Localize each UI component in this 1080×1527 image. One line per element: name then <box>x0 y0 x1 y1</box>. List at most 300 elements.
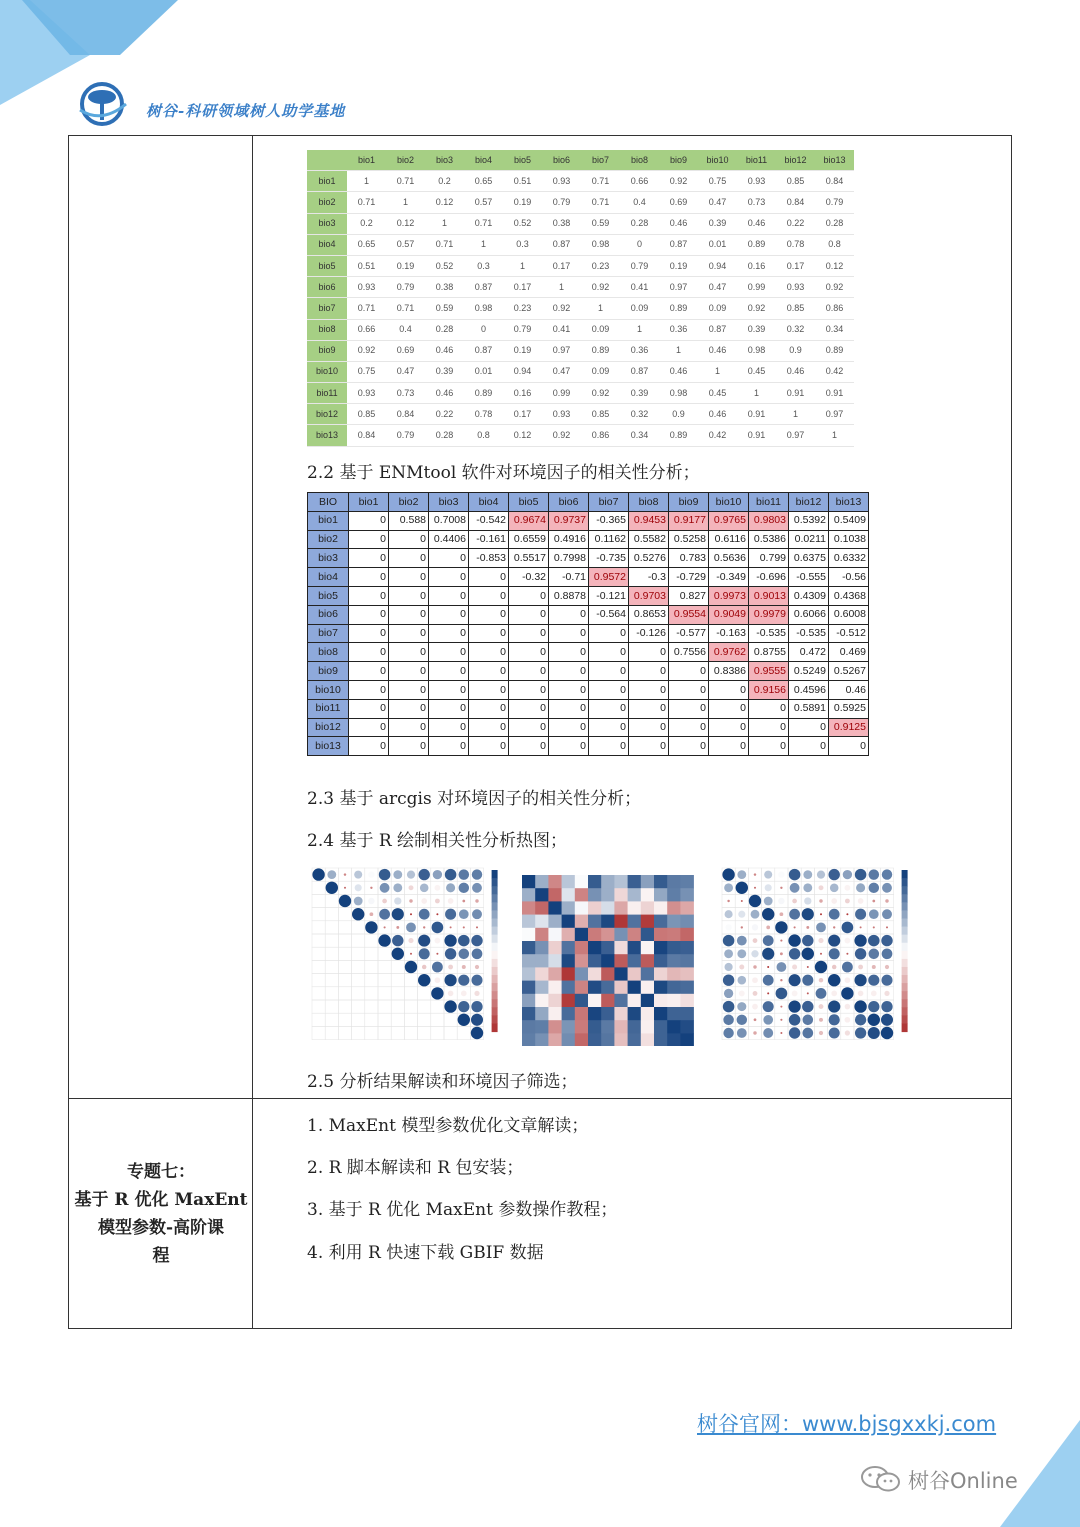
heat-cell <box>562 981 576 995</box>
heat-cell <box>575 981 589 995</box>
matrix-cell: 0.97 <box>659 277 698 298</box>
correlation-dot <box>806 926 809 929</box>
matrix-cell: 0.92 <box>542 298 581 319</box>
correlation-dot <box>869 883 879 893</box>
heat-cell <box>601 1033 615 1046</box>
heat-cell <box>575 941 589 955</box>
column-header: bio8 <box>629 493 669 512</box>
heat-cell <box>680 875 694 889</box>
matrix-cell: 0 <box>509 662 549 681</box>
legend-swatch <box>902 991 908 1000</box>
matrix-cell: 0 <box>429 699 469 718</box>
correlation-dot <box>882 883 892 893</box>
correlation-dot <box>858 991 864 997</box>
matrix-cell: 0 <box>549 718 589 737</box>
heat-cell <box>667 1033 681 1046</box>
heat-cell <box>522 1033 536 1046</box>
matrix-cell: 0.85 <box>581 404 620 425</box>
matrix-header-row <box>307 150 854 171</box>
correlation-dot <box>855 974 867 986</box>
heat-cell <box>614 928 628 942</box>
correlation-dot <box>458 1014 470 1026</box>
matrix-cell: 0.39 <box>737 319 776 340</box>
matrix-cell: 0 <box>549 605 589 624</box>
matrix-cell: 0.9 <box>776 340 815 361</box>
matrix-cell: 0.46 <box>737 213 776 234</box>
heat-cell <box>667 915 681 929</box>
matrix-cell: 0.34 <box>815 319 854 340</box>
matrix-cell: 0 <box>589 718 629 737</box>
matrix-cell: 0.2 <box>347 213 386 234</box>
heat-cell <box>641 888 655 902</box>
matrix-cell: 0.3 <box>503 234 542 255</box>
matrix-cell: 0.9453 <box>629 511 669 530</box>
correlation-dot <box>803 870 812 879</box>
heat-cell <box>522 941 536 955</box>
matrix-cell: 0.9703 <box>629 586 669 605</box>
matrix-row <box>307 340 854 361</box>
tree-globe-icon <box>78 80 130 128</box>
correlation-dot <box>778 871 784 877</box>
column-header: bio1 <box>349 493 389 512</box>
matrix-cell: 0.89 <box>581 340 620 361</box>
correlation-dot <box>881 1014 893 1026</box>
section-2-3-heading: 2.3 基于 arcgis 对环境因子的相关性分析； <box>307 789 642 809</box>
heat-cell <box>667 1020 681 1033</box>
matrix-cell: 0 <box>389 699 429 718</box>
heat-cell <box>628 888 642 902</box>
heat-cell <box>548 888 562 902</box>
correlation-dot <box>368 871 374 877</box>
correlation-dot <box>792 899 797 904</box>
heat-cell <box>628 875 642 889</box>
legend-swatch <box>492 878 498 887</box>
matrix-cell: 0 <box>709 699 749 718</box>
correlation-dot <box>819 899 822 902</box>
topic-7-line-1: 专题七： <box>127 1162 195 1182</box>
correlation-dot <box>829 909 840 920</box>
correlation-dot <box>788 1000 800 1012</box>
legend-swatch <box>902 959 908 968</box>
matrix-cell: -0.542 <box>469 511 509 530</box>
matrix-cell: 0.39 <box>698 213 737 234</box>
matrix-cell: 0.79 <box>620 255 659 276</box>
matrix-cell: 0.87 <box>464 340 503 361</box>
matrix-cell: 0 <box>389 643 429 662</box>
matrix-cell: 0.71 <box>386 298 425 319</box>
correlation-dot <box>780 952 783 955</box>
heat-cell <box>628 1007 642 1021</box>
topic-7-line-3: 模型参数-高阶课 <box>97 1218 225 1238</box>
matrix-cell: 0 <box>469 699 509 718</box>
column-header: BIO <box>308 493 349 512</box>
correlation-dot <box>475 899 478 902</box>
correlation-dot <box>819 978 823 982</box>
row-header: bio11 <box>307 383 347 404</box>
row-header: bio7 <box>307 298 347 319</box>
matrix-cell: 0.12 <box>425 192 464 213</box>
correlation-dot <box>846 953 848 955</box>
correlation-dot <box>871 991 877 997</box>
correlation-dot <box>471 975 482 986</box>
matrix-cell: 0.93 <box>542 171 581 192</box>
correlation-dot <box>405 961 417 973</box>
matrix-cell: 0 <box>549 737 589 756</box>
row-header: bio11 <box>308 699 349 718</box>
matrix-cell: 0 <box>829 737 869 756</box>
matrix-cell: 0.71 <box>581 171 620 192</box>
matrix-cell: 0.4916 <box>549 530 589 549</box>
matrix-cell: 0 <box>549 680 589 699</box>
heat-cell <box>654 1033 668 1046</box>
matrix-cell: 0.75 <box>347 361 386 382</box>
heat-cell <box>601 967 615 981</box>
matrix-row <box>308 699 869 718</box>
heat-cell <box>522 1007 536 1021</box>
correlation-dot <box>409 899 412 902</box>
heat-cell <box>535 1007 549 1021</box>
matrix-cell: 0.97 <box>542 340 581 361</box>
matrix-cell: 0.65 <box>347 234 386 255</box>
matrix-cell: -0.735 <box>589 549 629 568</box>
correlation-dot <box>885 899 888 902</box>
topic-7-line-2: 基于 R 优化 MaxEnt <box>74 1190 248 1210</box>
heat-cell <box>575 1007 589 1021</box>
topic-7-label <box>70 1158 252 1270</box>
column-header: bio12 <box>776 150 815 171</box>
matrix-cell: 0.46 <box>829 680 869 699</box>
heat-cell <box>548 928 562 942</box>
column-header: bio6 <box>549 493 589 512</box>
legend-swatch <box>492 951 498 960</box>
correlation-dot <box>462 900 465 903</box>
matrix-cell: 0 <box>389 586 429 605</box>
heat-cell <box>588 875 602 889</box>
row-header: bio9 <box>307 340 347 361</box>
heat-cell <box>641 1033 655 1046</box>
correlation-dot <box>754 1018 757 1021</box>
correlation-dot <box>752 924 758 930</box>
matrix-cell: 0 <box>549 624 589 643</box>
correlation-dot <box>472 883 482 893</box>
correlation-dot <box>882 869 892 879</box>
matrix-cell: 0.827 <box>669 586 709 605</box>
heat-cell <box>628 994 642 1008</box>
legend-swatch <box>492 967 498 976</box>
matrix-cell: 0.91 <box>737 404 776 425</box>
heat-cell <box>680 888 694 902</box>
correlation-dot <box>886 926 888 928</box>
matrix-cell: 0.52 <box>425 255 464 276</box>
matrix-cell: 0.92 <box>347 340 386 361</box>
matrix-cell: 0 <box>749 699 789 718</box>
heat-cell <box>522 967 536 981</box>
matrix-row <box>308 568 869 587</box>
correlation-dot <box>819 1031 823 1035</box>
correlation-dot <box>790 883 800 893</box>
matrix-cell: 0 <box>389 549 429 568</box>
matrix-cell: 0.45 <box>737 361 776 382</box>
matrix-row <box>308 586 869 605</box>
correlation-dot <box>855 1027 866 1038</box>
row-header: bio2 <box>307 192 347 213</box>
matrix-cell: 0.86 <box>815 298 854 319</box>
matrix-cell: 0.01 <box>464 361 503 382</box>
matrix-cell: 0.46 <box>698 340 737 361</box>
matrix-cell: 1 <box>464 234 503 255</box>
website-link[interactable]: 树谷官网：www.bjsgxxkj.com <box>697 1412 997 1436</box>
matrix-cell: 0.1038 <box>829 530 869 549</box>
heat-cell <box>535 888 549 902</box>
matrix-cell: 0.59 <box>425 298 464 319</box>
matrix-cell: 0.7556 <box>669 643 709 662</box>
matrix-cell: 0.4 <box>386 319 425 340</box>
heat-cell <box>680 941 694 955</box>
correlation-dot <box>846 913 848 915</box>
matrix-cell: 0 <box>349 643 389 662</box>
matrix-row <box>307 277 854 298</box>
legend-swatch <box>902 918 908 927</box>
matrix-cell: 0.71 <box>581 192 620 213</box>
heat-cell <box>614 1007 628 1021</box>
legend-swatch <box>492 1024 498 1033</box>
correlation-dot <box>819 1004 824 1009</box>
row-header: bio13 <box>308 737 349 756</box>
legend-swatch <box>902 983 908 992</box>
correlation-dot <box>869 909 879 919</box>
table-row-divider <box>68 1098 1012 1099</box>
heat-cell <box>628 1033 642 1046</box>
matrix-cell: 0.32 <box>776 319 815 340</box>
matrix-cell: 0 <box>669 718 709 737</box>
correlation-dot <box>379 869 391 881</box>
correlation-dot <box>380 883 390 893</box>
heat-cell <box>588 888 602 902</box>
matrix-cell: 0.17 <box>542 255 581 276</box>
correlation-dot <box>802 948 814 960</box>
heat-cell <box>548 875 562 889</box>
matrix-cell: -0.365 <box>589 511 629 530</box>
legend-swatch <box>902 1015 908 1024</box>
matrix-cell: 0.98 <box>659 383 698 404</box>
heat-cell <box>654 901 668 915</box>
heat-cell <box>562 1033 576 1046</box>
matrix-cell: 0.9803 <box>749 511 789 530</box>
matrix-cell: 0 <box>589 662 629 681</box>
heat-cell <box>562 967 576 981</box>
correlation-dot <box>854 934 866 946</box>
column-header: bio7 <box>581 150 620 171</box>
correlation-dot <box>382 899 387 904</box>
correlation-dot <box>753 1031 756 1034</box>
matrix-row <box>307 319 854 340</box>
correlation-dot <box>445 869 457 881</box>
matrix-row <box>307 234 854 255</box>
matrix-cell: 0 <box>429 662 469 681</box>
heat-cell <box>575 954 589 968</box>
matrix-cell: 0.84 <box>347 425 386 446</box>
correlation-dot <box>807 966 809 968</box>
matrix-cell: 0.8386 <box>709 662 749 681</box>
heat-cell <box>601 954 615 968</box>
correlation-dot <box>882 948 893 959</box>
matrix-cell: 0.5891 <box>789 699 829 718</box>
matrix-cell: 0 <box>549 643 589 662</box>
correlation-dot <box>829 1027 840 1038</box>
matrix-cell: 0 <box>509 699 549 718</box>
wechat-icon <box>860 1465 902 1493</box>
matrix-cell: 0.8653 <box>629 605 669 624</box>
matrix-cell: 0.9762 <box>709 643 749 662</box>
correlation-dot <box>418 935 430 947</box>
heat-cell <box>654 875 668 889</box>
correlation-dot <box>418 869 429 880</box>
matrix-cell: 0.16 <box>737 255 776 276</box>
heat-cell <box>614 1020 628 1033</box>
matrix-cell: 0 <box>469 718 509 737</box>
matrix-cell: 0.19 <box>659 255 698 276</box>
column-header: bio9 <box>669 493 709 512</box>
matrix-cell: 0.69 <box>659 192 698 213</box>
correlation-dot <box>819 885 824 890</box>
heat-cell <box>588 1007 602 1021</box>
heat-cell <box>614 981 628 995</box>
matrix-cell: 0.71 <box>347 298 386 319</box>
correlation-dot <box>738 976 747 985</box>
correlation-dot <box>458 935 470 947</box>
matrix-cell: 0 <box>389 718 429 737</box>
matrix-cell: 0.23 <box>581 255 620 276</box>
correlation-dot <box>736 882 748 894</box>
heat-cell <box>522 888 536 902</box>
correlation-dot <box>780 940 782 942</box>
heat-cell <box>628 1020 642 1033</box>
matrix-cell: 0 <box>509 643 549 662</box>
matrix-cell: 0.9 <box>659 404 698 425</box>
correlation-dot <box>802 1001 813 1012</box>
matrix-cell: 0.87 <box>542 234 581 255</box>
matrix-cell: 0 <box>429 737 469 756</box>
legend-swatch <box>492 870 498 879</box>
matrix-cell: 0.9765 <box>709 511 749 530</box>
legend-swatch <box>902 967 908 976</box>
correlation-dot <box>737 936 747 946</box>
legend-swatch <box>492 894 498 903</box>
correlation-dot <box>792 964 797 969</box>
row-header: bio7 <box>308 624 349 643</box>
correlation-dot <box>737 1015 747 1025</box>
correlation-dot <box>855 869 867 881</box>
heat-cell <box>628 941 642 955</box>
heat-cell <box>588 901 602 915</box>
correlation-dot <box>737 870 746 879</box>
matrix-cell: 0.1162 <box>589 530 629 549</box>
column-header: bio2 <box>386 150 425 171</box>
matrix-cell: 0.9125 <box>829 718 869 737</box>
correlation-dot <box>767 992 769 994</box>
heat-cell <box>654 967 668 981</box>
correlation-dot <box>780 1006 782 1008</box>
matrix-cell: 0 <box>389 568 429 587</box>
correlation-dot <box>448 991 454 997</box>
heat-cell <box>641 901 655 915</box>
matrix-cell: 0.89 <box>737 234 776 255</box>
matrix-cell: 0.47 <box>386 361 425 382</box>
matrix-cell: -0.512 <box>829 624 869 643</box>
correlation-dot <box>819 1018 823 1022</box>
matrix-cell: 0.85 <box>776 171 815 192</box>
correlation-dot <box>831 898 837 904</box>
matrix-cell: 0 <box>789 737 829 756</box>
row-header: bio8 <box>307 319 347 340</box>
correlation-dot <box>881 975 892 986</box>
matrix-cell: 0.98 <box>581 234 620 255</box>
correlation-dot <box>762 908 774 920</box>
matrix-cell: -0.696 <box>749 568 789 587</box>
heat-cell <box>588 981 602 995</box>
correlation-dot <box>780 912 784 916</box>
correlation-dot <box>384 926 386 928</box>
matrix-cell: 0.23 <box>503 298 542 319</box>
matrix-cell: 0 <box>549 662 589 681</box>
correlation-dot <box>832 965 836 969</box>
legend-swatch <box>902 1024 908 1033</box>
heat-cell <box>548 967 562 981</box>
heat-cell <box>562 1007 576 1021</box>
matrix-cell: 0 <box>349 586 389 605</box>
correlation-dot <box>794 926 796 928</box>
matrix-cell: 0.5276 <box>629 549 669 568</box>
matrix-cell: 0.85 <box>776 298 815 319</box>
matrix-cell: 0.12 <box>386 213 425 234</box>
matrix-row <box>308 718 869 737</box>
matrix-cell: 0.5409 <box>829 511 869 530</box>
correlation-dot <box>422 965 426 969</box>
heat-cell <box>535 928 549 942</box>
matrix-cell: 0 <box>620 234 659 255</box>
legend-swatch <box>492 935 498 944</box>
matrix-cell: 0.94 <box>503 361 542 382</box>
heat-cell <box>575 1033 589 1046</box>
matrix-cell: 0 <box>389 662 429 681</box>
matrix-cell: 0.39 <box>620 383 659 404</box>
matrix-cell: 0.6116 <box>709 530 749 549</box>
matrix-cell: 0.9973 <box>709 586 749 605</box>
column-header: bio7 <box>589 493 629 512</box>
matrix-cell: 0.42 <box>698 425 737 446</box>
correlation-dot <box>788 934 800 946</box>
matrix-cell: 0.97 <box>776 425 815 446</box>
matrix-cell: 0.36 <box>659 319 698 340</box>
matrix-cell: 0.09 <box>620 298 659 319</box>
correlation-dot <box>828 974 840 986</box>
heat-cell <box>575 994 589 1008</box>
correlation-dot <box>763 1028 773 1038</box>
matrix-cell: 0.22 <box>425 404 464 425</box>
row-header: bio10 <box>307 361 347 382</box>
matrix-cell: 0 <box>629 643 669 662</box>
correlation-dot <box>354 897 363 906</box>
correlation-dot <box>739 965 744 970</box>
heat-cell <box>667 941 681 955</box>
matrix-cell: 0.92 <box>542 425 581 446</box>
correlation-dot <box>803 883 812 892</box>
matrix-cell: 0 <box>709 680 749 699</box>
matrix-cell: 0.783 <box>669 549 709 568</box>
heat-cell <box>548 941 562 955</box>
heat-cell <box>535 915 549 929</box>
column-header: bio9 <box>659 150 698 171</box>
